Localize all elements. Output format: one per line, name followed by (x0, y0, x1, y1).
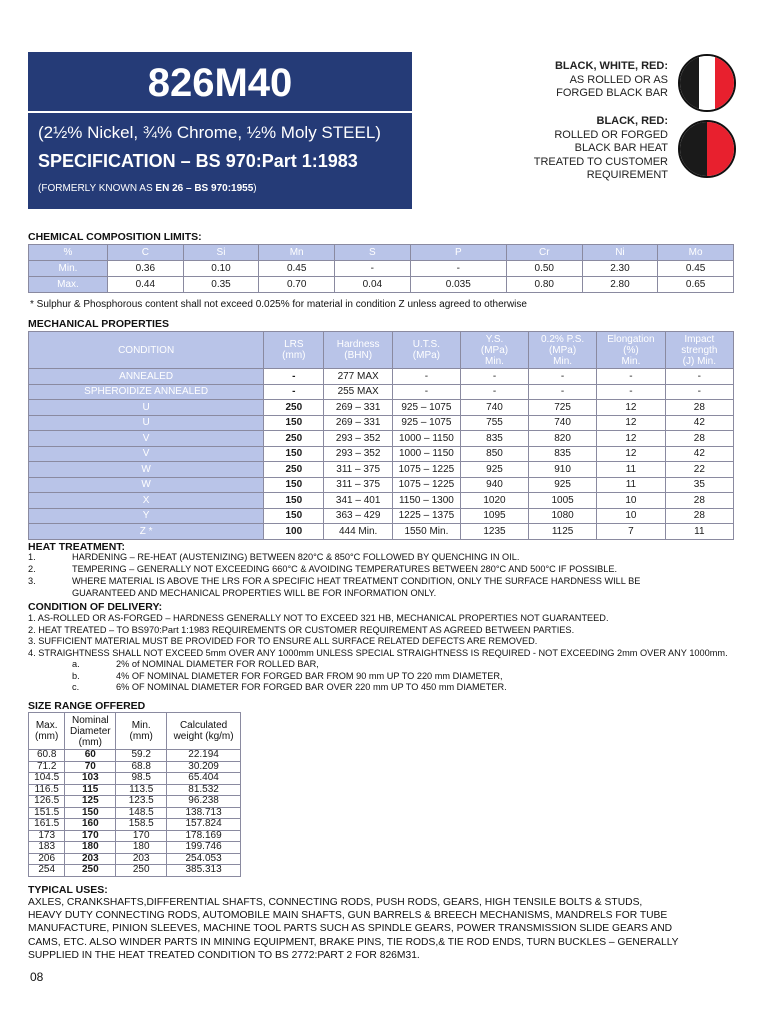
formerly-known-as: (FORMERLY KNOWN AS EN 26 – BS 970:1955) (38, 183, 257, 194)
table-row (29, 462, 734, 478)
size-cell: 126.5 (29, 796, 65, 808)
size-cell: 161.5 (29, 819, 65, 831)
size-cell: 158.5 (116, 819, 167, 831)
chem-cell: 0.36 (108, 261, 184, 277)
mech-cell: 1150 – 1300 (392, 493, 460, 509)
list-item: WHERE MATERIAL IS ABOVE THE LRS FOR A SPECIFIC HEAT TREATMENT CONDITION, ONLY THE SURFACE HARDNESS WILL BE (72, 576, 641, 586)
mech-cell: 820 (529, 431, 597, 447)
size-header: Max. (mm) (29, 713, 65, 750)
mech-cell: 1125 (529, 524, 597, 540)
mech-cell: 925 (460, 462, 528, 478)
table-row (29, 830, 241, 842)
size-cell: 59.2 (116, 750, 167, 762)
list-item: HARDENING – RE-HEAT (AUSTENIZING) BETWEEN 820°C & 850°C FOLLOWED BY QUENCHING IN OIL. (72, 552, 520, 562)
table-row (29, 277, 734, 293)
size-cell: 70 (65, 761, 116, 773)
mech-cell: 11 (597, 477, 666, 493)
size-cell: 180 (116, 842, 167, 854)
list-item: 3. SUFFICIENT MATERIAL MUST BE PROVIDED FOR TO ENSURE ALL SURFACE RELATED DEFECTS ARE REMOVED. (28, 636, 538, 646)
mech-cell: 940 (460, 477, 528, 493)
mech-cell: 150 (264, 446, 324, 462)
mech-cell: - (529, 384, 597, 400)
mech-cell: Y (29, 508, 264, 524)
chem-header: P (410, 245, 506, 261)
chem-cell: 0.80 (506, 277, 582, 293)
chem-cell: 0.35 (183, 277, 259, 293)
size-cell: 98.5 (116, 773, 167, 785)
table-row (29, 842, 241, 854)
mech-cell: - (460, 384, 528, 400)
size-cell: 206 (29, 853, 65, 865)
mech-cell: 740 (529, 415, 597, 431)
black-band (680, 56, 699, 110)
list-item-letter: c. (72, 682, 80, 692)
size-cell: 173 (29, 830, 65, 842)
mech-cell: 925 (529, 477, 597, 493)
size-range-table (28, 712, 241, 877)
table-row (29, 784, 241, 796)
mech-cell: 293 – 352 (324, 446, 392, 462)
size-cell: 96.238 (167, 796, 241, 808)
size-cell: 157.824 (167, 819, 241, 831)
mech-cell: 250 (264, 431, 324, 447)
chemical-composition-title: CHEMICAL COMPOSITION LIMITS: (28, 231, 202, 243)
chem-cell: 2.80 (582, 277, 658, 293)
mech-cell: 28 (665, 400, 733, 416)
list-item-number: 3. (28, 576, 36, 586)
size-cell: 183 (29, 842, 65, 854)
mech-cell: 1095 (460, 508, 528, 524)
size-cell: 71.2 (29, 761, 65, 773)
table-row (29, 853, 241, 865)
mech-cell: 910 (529, 462, 597, 478)
mech-cell: 755 (460, 415, 528, 431)
mech-cell: 835 (529, 446, 597, 462)
list-item: 2. HEAT TREATED – TO BS970:Part 1:1983 REQUIREMENTS OR CUSTOMER REQUIREMENT AS AGREED BETWEEN PARTIES. (28, 624, 575, 635)
typical-uses-line: MANUFACTURE, PINION SLEEVES, MACHINE TOOL PARTS SUCH AS SPINDLE GEARS, POWER TRANSMISSION SLIDE GEARS AND (28, 923, 673, 935)
mechanical-properties-title: MECHANICAL PROPERTIES (28, 318, 169, 330)
grade-title: 826M40 (28, 52, 412, 111)
black-band (680, 122, 707, 176)
table-row (29, 384, 734, 400)
chem-cell: 0.45 (658, 261, 734, 277)
table-row (29, 773, 241, 785)
mech-cell: U (29, 400, 264, 416)
condition-of-delivery-title: CONDITION OF DELIVERY: (28, 601, 163, 613)
size-cell: 250 (116, 865, 167, 877)
table-row (29, 524, 734, 540)
table-row (29, 819, 241, 831)
size-cell: 81.532 (167, 784, 241, 796)
mech-cell: U (29, 415, 264, 431)
color-code-black-red-icon (678, 120, 736, 178)
size-cell: 115 (65, 784, 116, 796)
chem-header: Cr (506, 245, 582, 261)
size-cell: 65.404 (167, 773, 241, 785)
table-row (29, 369, 734, 385)
mech-cell: 150 (264, 493, 324, 509)
list-item: 4. STRAIGHTNESS SHALL NOT EXCEED 5mm OVER ANY 1000mm UNLESS SPECIAL STRAIGHTNESS IS REQUIRED - NOT EXCEEDING 2mm OVER ANY 1000mm. (28, 647, 728, 658)
mech-cell: 1000 – 1150 (392, 446, 460, 462)
mech-cell: 925 – 1075 (392, 400, 460, 416)
chem-cell: 0.10 (183, 261, 259, 277)
size-cell: 68.8 (116, 761, 167, 773)
mech-cell: 150 (264, 508, 324, 524)
size-cell: 22.194 (167, 750, 241, 762)
size-cell: 150 (65, 807, 116, 819)
mech-cell: - (665, 384, 733, 400)
size-cell: 30.209 (167, 761, 241, 773)
mech-cell: 341 – 401 (324, 493, 392, 509)
size-cell: 203 (116, 853, 167, 865)
table-row (29, 865, 241, 877)
chem-cell: 0.44 (108, 277, 184, 293)
mech-cell: - (460, 369, 528, 385)
mech-cell: 740 (460, 400, 528, 416)
size-cell: 148.5 (116, 807, 167, 819)
list-item-number: 2. (28, 564, 36, 574)
typical-uses-title: TYPICAL USES: (28, 884, 108, 896)
mech-cell: 12 (597, 446, 666, 462)
red-band (715, 56, 734, 110)
chem-cell: 0.035 (410, 277, 506, 293)
mech-cell: 925 – 1075 (392, 415, 460, 431)
size-cell: 254 (29, 865, 65, 877)
mech-cell: 12 (597, 400, 666, 416)
list-item: 4% OF NOMINAL DIAMETER FOR FORGED BAR FROM 90 mm UP TO 220 mm DIAMETER, (116, 670, 503, 681)
mech-cell: X (29, 493, 264, 509)
size-cell: 170 (116, 830, 167, 842)
size-cell: 103 (65, 773, 116, 785)
page-number: 08 (30, 970, 44, 984)
mech-cell: 150 (264, 477, 324, 493)
mech-cell: - (665, 369, 733, 385)
specification-title: SPECIFICATION – BS 970:Part 1:1983 (38, 151, 358, 171)
mech-cell: 277 MAX (324, 369, 392, 385)
list-item-letter: a. (72, 659, 80, 669)
mech-cell: V (29, 431, 264, 447)
size-cell: 60.8 (29, 750, 65, 762)
mech-cell: 1000 – 1150 (392, 431, 460, 447)
mech-cell: 28 (665, 508, 733, 524)
mech-cell: 311 – 375 (324, 462, 392, 478)
chem-cell: - (335, 261, 411, 277)
steel-subtitle: (2½% Nickel, ¾% Chrome, ½% Moly STEEL) (38, 123, 381, 142)
mech-cell: 100 (264, 524, 324, 540)
table-row (29, 508, 734, 524)
typical-uses-line: HEAVY DUTY CONNECTING RODS, AUTOMOBILE MAIN SHAFTS, GUN BARRELS & BREECH MECHANISMS, MANDRELS FOR TUBE (28, 910, 668, 922)
list-item: 6% OF NOMINAL DIAMETER FOR FORGED BAR OVER 220 mm UP TO 450 mm DIAMETER. (116, 682, 507, 692)
legend-text-1: BLACK, WHITE, RED: AS ROLLED OR AS FORGED BLACK BAR (554, 60, 668, 99)
mech-cell: - (264, 369, 324, 385)
size-cell: 60 (65, 750, 116, 762)
mech-cell: 150 (264, 415, 324, 431)
chem-header: Ni (582, 245, 658, 261)
table-row (29, 431, 734, 447)
mechanical-properties-table (28, 331, 734, 540)
mech-cell: 10 (597, 493, 666, 509)
size-cell: 104.5 (29, 773, 65, 785)
list-item-letter: b. (72, 670, 80, 681)
chem-cell: 0.65 (658, 277, 734, 293)
mech-cell: 42 (665, 415, 733, 431)
mech-cell: W (29, 462, 264, 478)
white-band (699, 56, 714, 110)
list-item-number: 1. (28, 552, 36, 562)
table-row (29, 807, 241, 819)
size-header: Calculated weight (kg/m) (167, 713, 241, 750)
mech-cell: 311 – 375 (324, 477, 392, 493)
size-cell: 125 (65, 796, 116, 808)
table-row (29, 400, 734, 416)
chem-cell: 2.30 (582, 261, 658, 277)
heat-treatment-title: HEAT TREATMENT: (28, 541, 126, 553)
table-row (29, 761, 241, 773)
mech-cell: - (392, 369, 460, 385)
size-cell: 199.746 (167, 842, 241, 854)
size-range-title: SIZE RANGE OFFERED (28, 700, 146, 712)
list-item: TEMPERING – GENERALLY NOT EXCEEDING 660°C & AVOIDING TEMPERATURES BETWEEN 280°C AND 500°C IF POSSIBLE. (72, 564, 618, 574)
mech-header: LRS (mm) (264, 332, 324, 369)
mech-header: Elongation (%) Min. (597, 332, 666, 369)
mech-header: Impact strength (J) Min. (665, 332, 733, 369)
size-cell: 180 (65, 842, 116, 854)
table-row (29, 261, 734, 277)
list-item: 1. AS-ROLLED OR AS-FORGED – HARDNESS GENERALLY NOT TO EXCEED 321 HB, MECHANICAL PROPERTIES NOT GUARANTEED. (28, 613, 609, 623)
table-row (29, 493, 734, 509)
mech-cell: 835 (460, 431, 528, 447)
list-item: 2% of NOMINAL DIAMETER FOR ROLLED BAR, (116, 659, 319, 669)
chem-cell: - (410, 261, 506, 277)
mech-header: 0.2% P.S. (MPa) Min. (529, 332, 597, 369)
chem-header: Mn (259, 245, 335, 261)
mech-cell: 850 (460, 446, 528, 462)
mech-cell: 269 – 331 (324, 415, 392, 431)
mech-cell: 250 (264, 400, 324, 416)
sulphur-note: * Sulphur & Phosphorous content shall not exceed 0.025% for material in condition Z unless agreed to otherwise (30, 299, 527, 310)
header-panel (28, 113, 412, 209)
mech-cell: 7 (597, 524, 666, 540)
typical-uses-line: AXLES, CRANKSHAFTS,DIFFERENTIAL SHAFTS, CONNECTING RODS, PUSH RODS, GEARS, HIGH TENSILE BOLTS & STUDS, (28, 897, 643, 908)
mech-cell: SPHEROIDIZE ANNEALED (29, 384, 264, 400)
table-row (29, 446, 734, 462)
chem-cell: Min. (29, 261, 108, 277)
chem-cell: 0.70 (259, 277, 335, 293)
mech-cell: V (29, 446, 264, 462)
chem-cell: 0.45 (259, 261, 335, 277)
size-cell: 254.053 (167, 853, 241, 865)
mech-cell: 28 (665, 493, 733, 509)
size-header: Min. (mm) (116, 713, 167, 750)
size-cell: 203 (65, 853, 116, 865)
mech-cell: 293 – 352 (324, 431, 392, 447)
mech-cell: 28 (665, 431, 733, 447)
mech-cell: 35 (665, 477, 733, 493)
chem-header: % (29, 245, 108, 261)
chem-header: Si (183, 245, 259, 261)
mech-cell: 42 (665, 446, 733, 462)
legend-text-2: BLACK, RED: ROLLED OR FORGED BLACK BAR HEAT TREATED TO CUSTOMER REQUIREMENT (533, 115, 668, 181)
mech-cell: 11 (597, 462, 666, 478)
table-row (29, 477, 734, 493)
mech-cell: - (597, 384, 666, 400)
mech-cell: 1075 – 1225 (392, 462, 460, 478)
mech-cell: 255 MAX (324, 384, 392, 400)
color-code-black-white-red-icon (678, 54, 736, 112)
table-row (29, 415, 734, 431)
red-band (707, 122, 734, 176)
mech-cell: 1080 (529, 508, 597, 524)
table-row (29, 750, 241, 762)
size-cell: 385.313 (167, 865, 241, 877)
chem-cell: 0.50 (506, 261, 582, 277)
mech-cell: 444 Min. (324, 524, 392, 540)
mech-cell: 1550 Min. (392, 524, 460, 540)
size-cell: 170 (65, 830, 116, 842)
mech-header: Y.S. (MPa) Min. (460, 332, 528, 369)
size-cell: 151.5 (29, 807, 65, 819)
mech-cell: 12 (597, 431, 666, 447)
mech-cell: - (597, 369, 666, 385)
mech-cell: 1225 – 1375 (392, 508, 460, 524)
size-cell: 123.5 (116, 796, 167, 808)
size-cell: 138.713 (167, 807, 241, 819)
chem-header: C (108, 245, 184, 261)
mech-cell: ANNEALED (29, 369, 264, 385)
size-header: Nominal Diameter (mm) (65, 713, 116, 750)
size-cell: 178.169 (167, 830, 241, 842)
size-cell: 160 (65, 819, 116, 831)
mech-cell: W (29, 477, 264, 493)
list-item: GUARANTEED AND MECHANICAL PROPERTIES WILL BE FOR INFORMATION ONLY. (72, 588, 437, 598)
mech-cell: 250 (264, 462, 324, 478)
mech-cell: - (529, 369, 597, 385)
mech-cell: 1005 (529, 493, 597, 509)
mech-cell: 725 (529, 400, 597, 416)
mech-header: Hardness (BHN) (324, 332, 392, 369)
mech-cell: 1235 (460, 524, 528, 540)
mech-cell: 12 (597, 415, 666, 431)
table-row (29, 796, 241, 808)
mech-cell: - (264, 384, 324, 400)
size-cell: 116.5 (29, 784, 65, 796)
mech-cell: - (392, 384, 460, 400)
mech-cell: 11 (665, 524, 733, 540)
typical-uses-line: CAMS, ETC. ALSO WINDER PARTS IN MINING EQUIPMENT, BRAKE PINS, TIE RODS,& TIE ROD ENDS, TURN BUCKLES – GENERALLY (28, 936, 679, 948)
mech-cell: 1020 (460, 493, 528, 509)
size-cell: 250 (65, 865, 116, 877)
mech-cell: 363 – 429 (324, 508, 392, 524)
chem-cell: 0.04 (335, 277, 411, 293)
chemical-composition-table (28, 244, 734, 293)
chem-header: Mo (658, 245, 734, 261)
mech-cell: Z * (29, 524, 264, 540)
size-cell: 113.5 (116, 784, 167, 796)
mech-cell: 10 (597, 508, 666, 524)
mech-header: CONDITION (29, 332, 264, 369)
mech-cell: 22 (665, 462, 733, 478)
chem-header: S (335, 245, 411, 261)
typical-uses-line: SUPPLIED IN THE HEAT TREATED CONDITION TO BS 2772:PART 2 FOR 826M31. (28, 949, 420, 961)
mech-header: U.T.S. (MPa) (392, 332, 460, 369)
chem-cell: Max. (29, 277, 108, 293)
mech-cell: 1075 – 1225 (392, 477, 460, 493)
mech-cell: 269 – 331 (324, 400, 392, 416)
